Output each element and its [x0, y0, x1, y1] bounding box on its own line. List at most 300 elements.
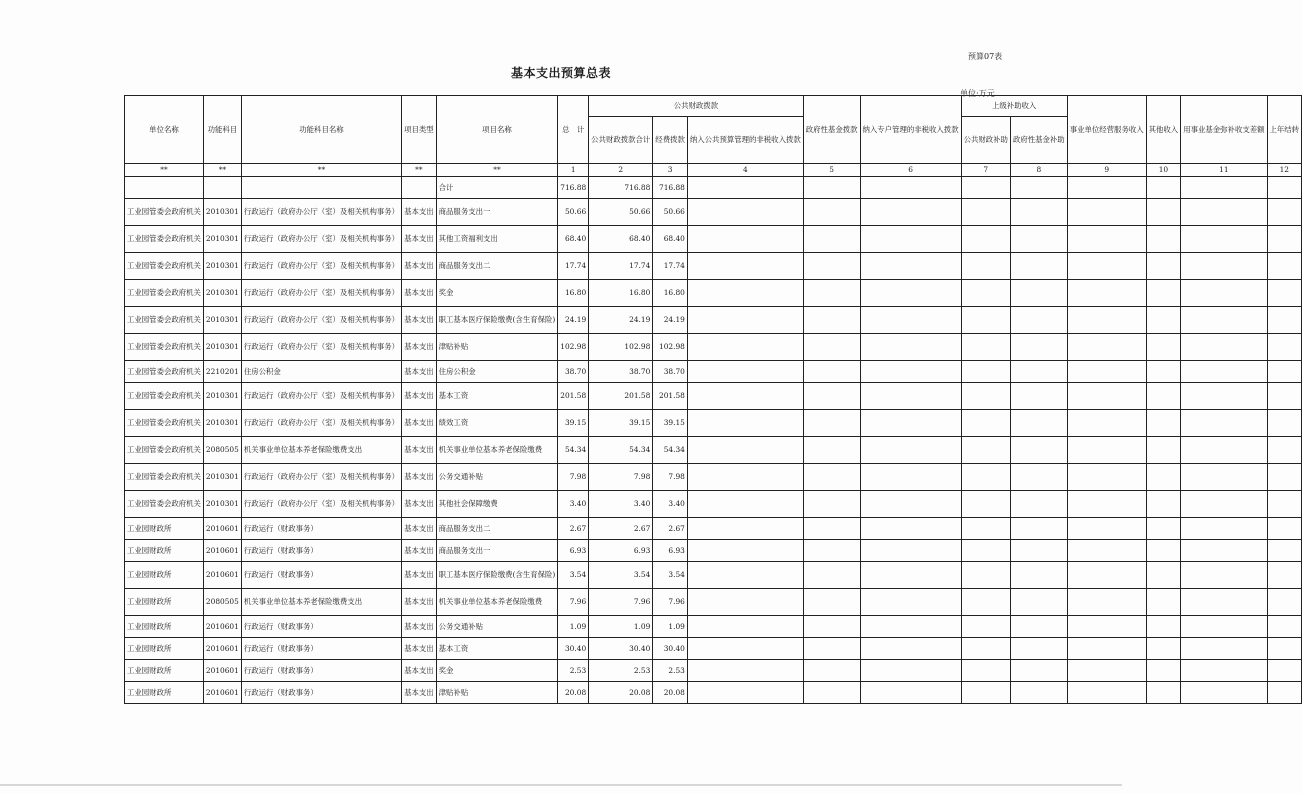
- public-fiscal-sum-cell: 7.96: [589, 589, 653, 616]
- table-row: [125, 226, 1302, 253]
- header-function-name: 功能科目名称: [241, 96, 401, 164]
- table-body: [125, 177, 1302, 704]
- function-name-cell: 行政运行（政府办公厅（室）及相关机构事务）: [241, 226, 401, 253]
- item-type-cell: 基本支出: [402, 280, 437, 307]
- unit-name-cell: 工业园财政所: [125, 660, 204, 682]
- function-code-cell: 2010601: [203, 616, 241, 638]
- scan-edge-line: [0, 784, 1122, 786]
- total-cell: 50.66: [558, 199, 589, 226]
- function-name-cell: 行政运行（财政事务）: [241, 638, 401, 660]
- empty-cell: [1267, 177, 1302, 199]
- empty-cell: [687, 334, 803, 361]
- empty-cell: [1267, 518, 1302, 540]
- empty-cell: [1181, 491, 1267, 518]
- unit-name-cell: 工业园管委会政府机关: [125, 437, 204, 464]
- empty-cell: [803, 280, 860, 307]
- empty-cell: [860, 177, 961, 199]
- table-row: [125, 280, 1302, 307]
- item-type-cell: 基本支出: [402, 410, 437, 437]
- empty-cell: [860, 437, 961, 464]
- header-superior-group: 上级补助收入: [961, 96, 1067, 117]
- empty-cell: [687, 464, 803, 491]
- public-fiscal-sum-cell: 54.34: [589, 437, 653, 464]
- empty-cell: [1267, 682, 1302, 704]
- unit-name-cell: 工业园管委会政府机关: [125, 226, 204, 253]
- public-fiscal-sum-cell: 39.15: [589, 410, 653, 437]
- item-type-cell: 基本支出: [402, 226, 437, 253]
- empty-cell: [1067, 616, 1146, 638]
- expense-fund-cell: 1.09: [653, 616, 688, 638]
- header-nontax-public: 纳入公共预算管理的非税收入拨款: [687, 117, 803, 164]
- total-cell: 201.58: [558, 383, 589, 410]
- empty-cell: [803, 682, 860, 704]
- header-code-cell: 9: [1067, 164, 1146, 177]
- function-name-cell: 行政运行（政府办公厅（室）及相关机构事务）: [241, 199, 401, 226]
- function-name-cell: 行政运行（政府办公厅（室）及相关机构事务）: [241, 307, 401, 334]
- table-row: [125, 253, 1302, 280]
- empty-cell: [961, 307, 1010, 334]
- empty-cell: [961, 253, 1010, 280]
- header-item-name: 项目名称: [436, 96, 558, 164]
- table-row: [125, 540, 1302, 562]
- header-code-cell: 5: [803, 164, 860, 177]
- page-title: 基本支出预算总表: [510, 66, 611, 80]
- empty-cell: [803, 410, 860, 437]
- table-number: 预算07表: [968, 52, 1003, 61]
- empty-cell: [961, 464, 1010, 491]
- item-name-cell: 公务交通补贴: [436, 616, 558, 638]
- total-cell: 1.09: [558, 616, 589, 638]
- header-public-fiscal-sum: 公共财政拨款合计: [589, 117, 653, 164]
- item-type-cell: 基本支出: [402, 464, 437, 491]
- empty-cell: [1267, 616, 1302, 638]
- header-nontax-special: 纳入专户管理的非税收入拨款: [860, 96, 961, 164]
- total-expense-fund: 716.88: [653, 177, 688, 199]
- empty-cell: [1267, 253, 1302, 280]
- empty-cell: [1267, 660, 1302, 682]
- public-fiscal-sum-cell: 3.40: [589, 491, 653, 518]
- empty-cell: [1181, 199, 1267, 226]
- empty-cell: [961, 199, 1010, 226]
- item-name-cell: 公务交通补贴: [436, 464, 558, 491]
- item-name-cell: 职工基本医疗保险缴费(含生育保险): [436, 307, 558, 334]
- item-type-cell: 基本支出: [402, 562, 437, 589]
- expense-fund-cell: 16.80: [653, 280, 688, 307]
- table-row: [125, 410, 1302, 437]
- empty-cell: [961, 361, 1010, 383]
- empty-cell: [1181, 616, 1267, 638]
- empty-cell: [860, 491, 961, 518]
- unit-name-cell: 工业园财政所: [125, 540, 204, 562]
- unit-name-cell: 工业园管委会政府机关: [125, 410, 204, 437]
- empty-cell: [1181, 253, 1267, 280]
- item-type-cell: 基本支出: [402, 199, 437, 226]
- public-fiscal-sum-cell: 20.08: [589, 682, 653, 704]
- public-fiscal-sum-cell: 30.40: [589, 638, 653, 660]
- function-name-cell: 行政运行（政府办公厅（室）及相关机构事务）: [241, 383, 401, 410]
- item-type-cell: 基本支出: [402, 540, 437, 562]
- empty-cell: [1146, 410, 1181, 437]
- function-name-cell: 住房公积金: [241, 361, 401, 383]
- total-cell: 3.54: [558, 562, 589, 589]
- empty-cell: [687, 361, 803, 383]
- total-cell: 7.96: [558, 589, 589, 616]
- header-code-cell: 4: [687, 164, 803, 177]
- public-fiscal-sum-cell: 2.67: [589, 518, 653, 540]
- item-type-cell: 基本支出: [402, 361, 437, 383]
- item-name-cell: 绩效工资: [436, 410, 558, 437]
- unit-name-cell: 工业园管委会政府机关: [125, 280, 204, 307]
- header-code-cell: **: [436, 164, 558, 177]
- budget-table: [124, 95, 1302, 704]
- unit-name-cell: 工业园财政所: [125, 562, 204, 589]
- header-superior-public: 公共财政补助: [961, 117, 1010, 164]
- empty-cell: [961, 682, 1010, 704]
- empty-cell: [1067, 226, 1146, 253]
- header-function-code: 功能科目: [203, 96, 241, 164]
- empty-cell: [803, 334, 860, 361]
- empty-cell: [687, 682, 803, 704]
- empty-cell: [961, 616, 1010, 638]
- function-code-cell: 2080505: [203, 589, 241, 616]
- table-row: [125, 616, 1302, 638]
- total-cell: 54.34: [558, 437, 589, 464]
- item-name-cell: 商品服务支出二: [436, 253, 558, 280]
- empty-cell: [803, 540, 860, 562]
- item-type-cell: 基本支出: [402, 437, 437, 464]
- item-name-cell: 其他工资福利支出: [436, 226, 558, 253]
- header-code-cell: 12: [1267, 164, 1302, 177]
- expense-fund-cell: 20.08: [653, 682, 688, 704]
- empty-cell: [1267, 589, 1302, 616]
- empty-cell: [860, 383, 961, 410]
- empty-cell: [1146, 199, 1181, 226]
- empty-cell: [803, 562, 860, 589]
- empty-cell: [860, 540, 961, 562]
- table-row: [125, 383, 1302, 410]
- function-code-cell: 2010301: [203, 280, 241, 307]
- item-name-cell: 津贴补贴: [436, 334, 558, 361]
- empty-cell: [1067, 361, 1146, 383]
- empty-cell: [1067, 682, 1146, 704]
- empty-cell: [1146, 334, 1181, 361]
- empty-cell: [1010, 280, 1067, 307]
- unit-name-cell: 工业园财政所: [125, 589, 204, 616]
- function-name-cell: 行政运行（政府办公厅（室）及相关机构事务）: [241, 280, 401, 307]
- empty-cell: [1010, 464, 1067, 491]
- empty-cell: [1181, 682, 1267, 704]
- empty-cell: [1010, 616, 1067, 638]
- empty-cell: [1181, 589, 1267, 616]
- unit-name-cell: 工业园管委会政府机关: [125, 361, 204, 383]
- empty-cell: [961, 660, 1010, 682]
- empty-cell: [1067, 253, 1146, 280]
- function-name-cell: 行政运行（财政事务）: [241, 616, 401, 638]
- expense-fund-cell: 2.53: [653, 660, 688, 682]
- empty-cell: [1010, 307, 1067, 334]
- empty-cell: [1146, 253, 1181, 280]
- total-cell: 2.53: [558, 660, 589, 682]
- function-code-cell: 2010301: [203, 226, 241, 253]
- function-name-cell: 行政运行（财政事务）: [241, 660, 401, 682]
- unit-name-cell: 工业园管委会政府机关: [125, 199, 204, 226]
- empty-cell: [1067, 638, 1146, 660]
- empty-cell: [1067, 334, 1146, 361]
- empty-cell: [1067, 307, 1146, 334]
- function-name-cell: 行政运行（政府办公厅（室）及相关机构事务）: [241, 253, 401, 280]
- empty-cell: [860, 226, 961, 253]
- unit-name-cell: 工业园财政所: [125, 638, 204, 660]
- empty-cell: [687, 589, 803, 616]
- header-code-cell: 10: [1146, 164, 1181, 177]
- empty-cell: [803, 177, 860, 199]
- empty-cell: [1010, 518, 1067, 540]
- expense-fund-cell: 68.40: [653, 226, 688, 253]
- function-name-cell: 行政运行（政府办公厅（室）及相关机构事务）: [241, 410, 401, 437]
- item-type-cell: 基本支出: [402, 682, 437, 704]
- item-name-cell: 奖金: [436, 660, 558, 682]
- empty-cell: [1010, 199, 1067, 226]
- empty-cell: [1010, 682, 1067, 704]
- header-code-cell: 6: [860, 164, 961, 177]
- empty-cell: [1181, 307, 1267, 334]
- header-superior-gov: 政府性基金补助: [1010, 117, 1067, 164]
- function-code-cell: 2010601: [203, 562, 241, 589]
- empty-cell: [687, 660, 803, 682]
- empty-cell: [1146, 226, 1181, 253]
- total-cell: 20.08: [558, 682, 589, 704]
- public-fiscal-sum-cell: 16.80: [589, 280, 653, 307]
- expense-fund-cell: 50.66: [653, 199, 688, 226]
- empty-cell: [1067, 562, 1146, 589]
- empty-cell: [1146, 518, 1181, 540]
- empty-cell: [860, 280, 961, 307]
- empty-cell: [961, 226, 1010, 253]
- header-last-year: 上年结转: [1267, 96, 1302, 164]
- empty-cell: [687, 307, 803, 334]
- function-name-cell: 行政运行（财政事务）: [241, 518, 401, 540]
- total-cell: 6.93: [558, 540, 589, 562]
- header-public-fiscal-group: 公共财政拨款: [589, 96, 804, 117]
- total-unit-cell: [125, 177, 204, 199]
- unit-name-cell: 工业园财政所: [125, 682, 204, 704]
- public-fiscal-sum-cell: 102.98: [589, 334, 653, 361]
- empty-cell: [1267, 562, 1302, 589]
- table-row: [125, 199, 1302, 226]
- total-cell: 17.74: [558, 253, 589, 280]
- total-cell: 24.19: [558, 307, 589, 334]
- total-cell: 68.40: [558, 226, 589, 253]
- empty-cell: [961, 177, 1010, 199]
- empty-cell: [687, 410, 803, 437]
- expense-fund-cell: 24.19: [653, 307, 688, 334]
- empty-cell: [1267, 361, 1302, 383]
- empty-cell: [961, 540, 1010, 562]
- empty-cell: [1010, 334, 1067, 361]
- empty-cell: [1067, 410, 1146, 437]
- function-name-cell: 行政运行（政府办公厅（室）及相关机构事务）: [241, 334, 401, 361]
- empty-cell: [1181, 638, 1267, 660]
- expense-fund-cell: 102.98: [653, 334, 688, 361]
- header-code-cell: 7: [961, 164, 1010, 177]
- item-name-cell: 基本工资: [436, 638, 558, 660]
- empty-cell: [1267, 410, 1302, 437]
- empty-cell: [687, 437, 803, 464]
- empty-cell: [687, 518, 803, 540]
- empty-cell: [961, 589, 1010, 616]
- empty-cell: [1146, 682, 1181, 704]
- table-row: [125, 361, 1302, 383]
- empty-cell: [687, 226, 803, 253]
- unit-name-cell: 工业园管委会政府机关: [125, 253, 204, 280]
- empty-cell: [1146, 464, 1181, 491]
- header-code-cell: **: [203, 164, 241, 177]
- empty-cell: [860, 638, 961, 660]
- empty-cell: [687, 638, 803, 660]
- empty-cell: [860, 361, 961, 383]
- item-name-cell: 津贴补贴: [436, 682, 558, 704]
- public-fiscal-sum-cell: 24.19: [589, 307, 653, 334]
- header-fund-balance: 用事业基金弥补收支差额: [1181, 96, 1267, 164]
- empty-cell: [961, 383, 1010, 410]
- expense-fund-cell: 39.15: [653, 410, 688, 437]
- empty-cell: [1010, 638, 1067, 660]
- empty-cell: [1067, 540, 1146, 562]
- header-code-cell: 2: [589, 164, 653, 177]
- table-row: [125, 334, 1302, 361]
- function-code-cell: 2010301: [203, 464, 241, 491]
- header-other-income: 其他收入: [1146, 96, 1181, 164]
- expense-fund-cell: 201.58: [653, 383, 688, 410]
- empty-cell: [1267, 540, 1302, 562]
- empty-cell: [1010, 437, 1067, 464]
- function-name-cell: 行政运行（政府办公厅（室）及相关机构事务）: [241, 464, 401, 491]
- empty-cell: [1181, 437, 1267, 464]
- empty-cell: [1146, 280, 1181, 307]
- empty-cell: [1010, 361, 1067, 383]
- empty-cell: [1181, 334, 1267, 361]
- header-code-cell: **: [125, 164, 204, 177]
- item-name-cell: 商品服务支出一: [436, 540, 558, 562]
- empty-cell: [803, 253, 860, 280]
- public-fiscal-sum-cell: 1.09: [589, 616, 653, 638]
- public-fiscal-sum-cell: 17.74: [589, 253, 653, 280]
- expense-fund-cell: 7.96: [653, 589, 688, 616]
- empty-cell: [1181, 280, 1267, 307]
- empty-cell: [1181, 540, 1267, 562]
- empty-cell: [1010, 589, 1067, 616]
- item-type-cell: 基本支出: [402, 589, 437, 616]
- header-code-cell: 8: [1010, 164, 1067, 177]
- header-code-cell: **: [402, 164, 437, 177]
- expense-fund-cell: 17.74: [653, 253, 688, 280]
- empty-cell: [1146, 540, 1181, 562]
- empty-cell: [860, 562, 961, 589]
- function-name-cell: 行政运行（政府办公厅（室）及相关机构事务）: [241, 491, 401, 518]
- total-row: [125, 177, 1302, 199]
- function-code-cell: 2010301: [203, 253, 241, 280]
- table-row: [125, 437, 1302, 464]
- public-fiscal-sum-cell: 50.66: [589, 199, 653, 226]
- empty-cell: [687, 280, 803, 307]
- table-row: [125, 464, 1302, 491]
- unit-name-cell: 工业园管委会政府机关: [125, 491, 204, 518]
- empty-cell: [803, 589, 860, 616]
- item-name-cell: 机关事业单位基本养老保险缴费: [436, 589, 558, 616]
- empty-cell: [1010, 226, 1067, 253]
- empty-cell: [860, 589, 961, 616]
- header-business-income: 事业单位经营服务收入: [1067, 96, 1146, 164]
- unit-name-cell: 工业园管委会政府机关: [125, 383, 204, 410]
- empty-cell: [1010, 491, 1067, 518]
- item-name-cell: 住房公积金: [436, 361, 558, 383]
- function-code-cell: 2010301: [203, 334, 241, 361]
- item-name-cell: 机关事业单位基本养老保险缴费: [436, 437, 558, 464]
- expense-fund-cell: 6.93: [653, 540, 688, 562]
- empty-cell: [860, 682, 961, 704]
- empty-cell: [1146, 307, 1181, 334]
- unit-name-cell: 工业园管委会政府机关: [125, 307, 204, 334]
- expense-fund-cell: 3.54: [653, 562, 688, 589]
- empty-cell: [687, 383, 803, 410]
- function-code-cell: 2010301: [203, 410, 241, 437]
- expense-fund-cell: 38.70: [653, 361, 688, 383]
- total-cell: 30.40: [558, 638, 589, 660]
- empty-cell: [1181, 361, 1267, 383]
- empty-cell: [1181, 660, 1267, 682]
- empty-cell: [803, 518, 860, 540]
- public-fiscal-sum-cell: 2.53: [589, 660, 653, 682]
- item-type-cell: 基本支出: [402, 616, 437, 638]
- empty-cell: [1267, 464, 1302, 491]
- function-code-cell: 2010301: [203, 307, 241, 334]
- empty-cell: [687, 199, 803, 226]
- empty-cell: [860, 307, 961, 334]
- empty-cell: [1067, 383, 1146, 410]
- function-name-cell: 机关事业单位基本养老保险缴费支出: [241, 437, 401, 464]
- header-code-cell: **: [241, 164, 401, 177]
- empty-cell: [803, 660, 860, 682]
- table-row: [125, 562, 1302, 589]
- empty-cell: [961, 638, 1010, 660]
- empty-cell: [1146, 177, 1181, 199]
- public-fiscal-sum-cell: 3.54: [589, 562, 653, 589]
- empty-cell: [1067, 660, 1146, 682]
- unit-label: 单位:万元: [960, 89, 995, 98]
- empty-cell: [687, 177, 803, 199]
- table-row: [125, 638, 1302, 660]
- table-row: [125, 589, 1302, 616]
- public-fiscal-sum-cell: 68.40: [589, 226, 653, 253]
- function-name-cell: 机关事业单位基本养老保险缴费支出: [241, 589, 401, 616]
- empty-cell: [1146, 383, 1181, 410]
- function-code-cell: 2010601: [203, 518, 241, 540]
- header-item-type: 项目类型: [402, 96, 437, 164]
- empty-cell: [961, 518, 1010, 540]
- total-cell: 3.40: [558, 491, 589, 518]
- empty-cell: [1267, 437, 1302, 464]
- empty-cell: [1181, 177, 1267, 199]
- empty-cell: [860, 464, 961, 491]
- empty-cell: [1067, 491, 1146, 518]
- expense-fund-cell: 2.67: [653, 518, 688, 540]
- table-row: [125, 682, 1302, 704]
- item-type-cell: 基本支出: [402, 518, 437, 540]
- total-cell: 38.70: [558, 361, 589, 383]
- empty-cell: [1146, 638, 1181, 660]
- empty-cell: [687, 562, 803, 589]
- empty-cell: [803, 199, 860, 226]
